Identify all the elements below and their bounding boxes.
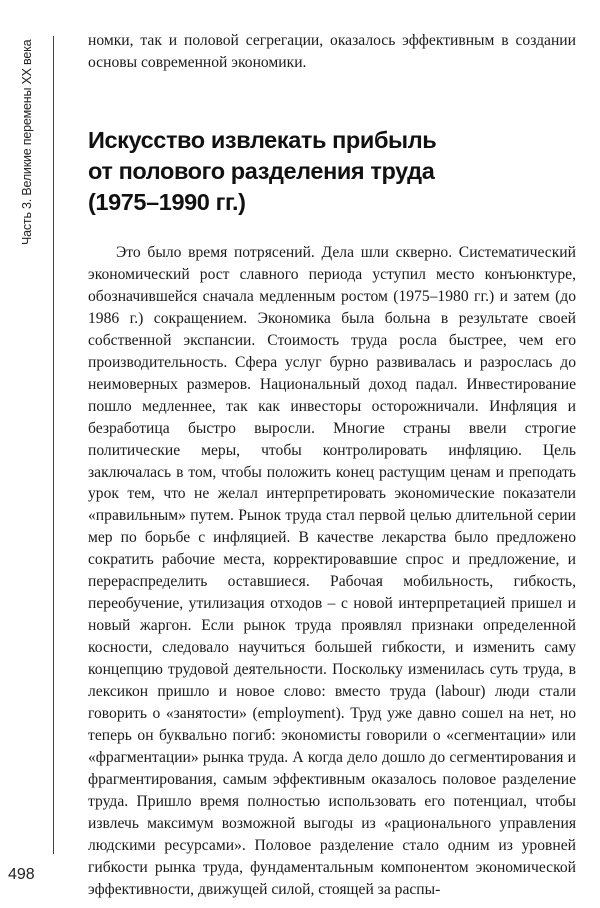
section-heading-line-3: (1975–1990 гг.) [88,189,246,215]
section-heading-line-2: от полового разделения труда [88,158,435,184]
running-head: Часть 3. Великие перемены XX века [20,40,34,246]
margin-rule [53,36,54,854]
page-number: 498 [8,866,35,883]
section-heading-line-1: Искусство извлекать прибыль [88,127,437,153]
section-heading [88,125,576,218]
main-paragraph: Это было время потрясений. Дела шли скверно. Систематический экономический рост славного периода уступил место конъюнктуре, обозначившейся сначала медленным ростом (1975–1980 гг.) и затем (до 1986 г.) сокращением. Экономика была больна в результате своей собственной экспансии. Стоимость труда росла быстрее, чем его производительность. Сфера услуг бурно развивалась и разрослась до неимоверных размеров. Национальный доход падал. Инвестирование пошло медленнее, так как инвесторы осторожничали. Инфляция и безработица быстро выросли. Многие страны ввели строгие политические меры, чтобы контролировать инфляцию. Цель заключалась в том, чтобы положить конец растущим ценам и преподать урок тем, что не желал интерпретировать экономические показатели «правильным» путем. Рынок труда стал первой целью длительной серии мер по борьбе с инфляцией. В качестве лекарства было предложено сократить рабочие места, корректировавшие спрос и предложение, и перераспределить оставшиеся. Рабочая мобильность, гибкость, переобучение, утилизация отходов – с новой интерпретацией пришел и новый жаргон. Если рынок труда проявлял признаки определенной косности, следовало научиться большей гибкости, и изменить саму концепцию трудовой деятельности. Поскольку изменилась суть труда, в лексикон пришло и новое слово: вместо труда (labour) люди стали говорить о «занятости» (employment). Труд уже давно сошел на нет, но теперь он буквально погиб: экономисты говорили о «сегментации» или «фрагментации» рынка труда. А когда дело дошло до сегментирования и фрагментирования, самым эффективным оказалось половое разделение труда. Пришло время полностью использовать его потенциал, чтобы извлечь максимум возможной выгоды из «рационального управления людскими ресурсами». Половое разделение стало одним из уровней гибкости рынка труда, фундаментальным компонентом экономической эффективности, движущей силой, стоящей за распы- [88,244,576,898]
intro-paragraph: номки, так и половой сегрегации, оказалось эффективным в создании основы современной экономики. [88,32,576,71]
